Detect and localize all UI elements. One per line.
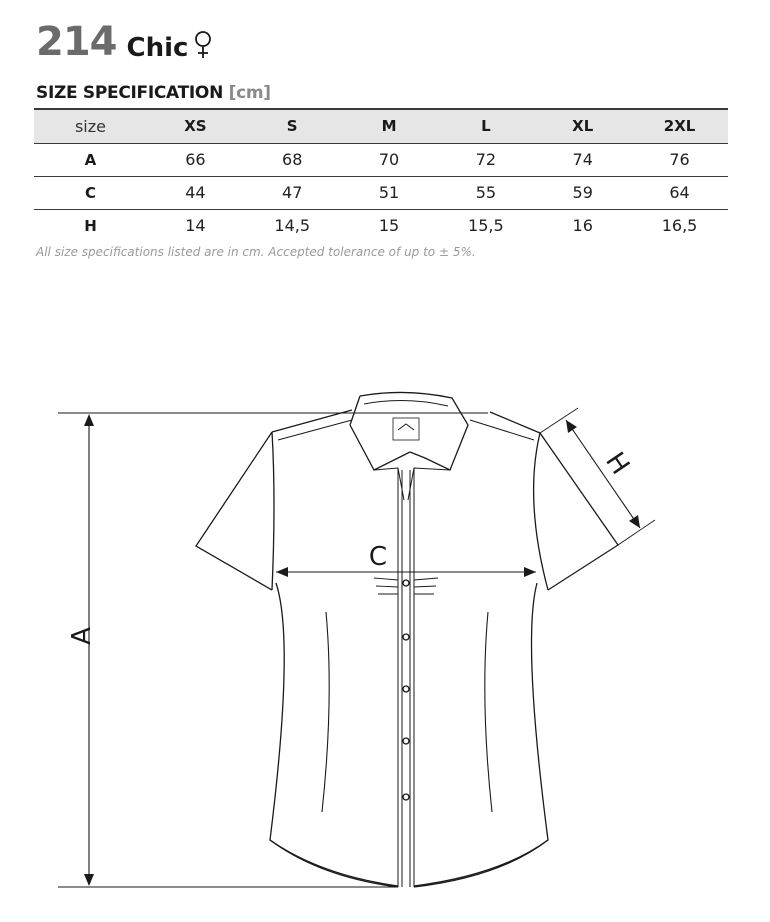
size-spec-heading <box>36 83 271 103</box>
product-number: 214 <box>36 19 117 65</box>
column-header: M <box>381 117 397 136</box>
table-cell: 68 <box>282 150 303 169</box>
table-cell: 76 <box>669 150 690 169</box>
table-cell: 74 <box>572 150 593 169</box>
shirt-buttons <box>403 580 409 800</box>
row-label: H <box>84 216 97 235</box>
table-cell: 51 <box>378 183 400 202</box>
size-table <box>34 108 728 242</box>
neck-label-icon <box>393 418 419 440</box>
table-cell: 16 <box>572 216 593 236</box>
size-spec-unit: [cm] <box>228 83 271 103</box>
table-cell: 44 <box>185 183 206 202</box>
column-header: L <box>481 117 491 136</box>
row-label: C <box>84 183 96 202</box>
size-table-header <box>34 109 728 143</box>
shirt-diagram <box>0 380 770 922</box>
table-cell: 59 <box>572 183 593 202</box>
table-cell: 66 <box>185 150 206 169</box>
column-header: size <box>74 116 106 136</box>
dimension-a-label: A <box>67 627 97 645</box>
dimension-c <box>276 567 536 577</box>
column-header: 2XL <box>663 117 696 136</box>
dimension-h <box>540 408 655 545</box>
table-cell: 16,5 <box>661 216 698 236</box>
table-row <box>34 143 728 176</box>
product-title <box>36 10 212 65</box>
table-row <box>34 176 728 209</box>
dimension-h-label: H <box>599 447 636 481</box>
table-cell: 55 <box>475 183 497 202</box>
size-spec-title: SIZE SPECIFICATION <box>36 83 223 103</box>
table-cell: 70 <box>378 150 400 169</box>
dimension-c-label: C <box>368 542 388 572</box>
table-cell: 14 <box>185 216 206 236</box>
table-cell: 64 <box>669 183 690 202</box>
female-symbol-icon <box>194 30 212 60</box>
table-cell: 14,5 <box>274 216 311 236</box>
row-label: A <box>84 150 97 169</box>
table-row <box>34 209 728 242</box>
column-header: S <box>286 117 298 136</box>
column-header: XL <box>572 117 594 136</box>
table-cell: 47 <box>282 183 303 202</box>
tolerance-note: All size specifications listed are in cm. Accepted tolerance of up to ± 5%. <box>36 245 476 259</box>
table-cell: 15,5 <box>468 216 504 236</box>
column-header: XS <box>184 117 207 136</box>
product-name: Chic <box>126 33 189 63</box>
table-cell: 72 <box>475 150 497 169</box>
table-cell: 15 <box>378 216 400 236</box>
